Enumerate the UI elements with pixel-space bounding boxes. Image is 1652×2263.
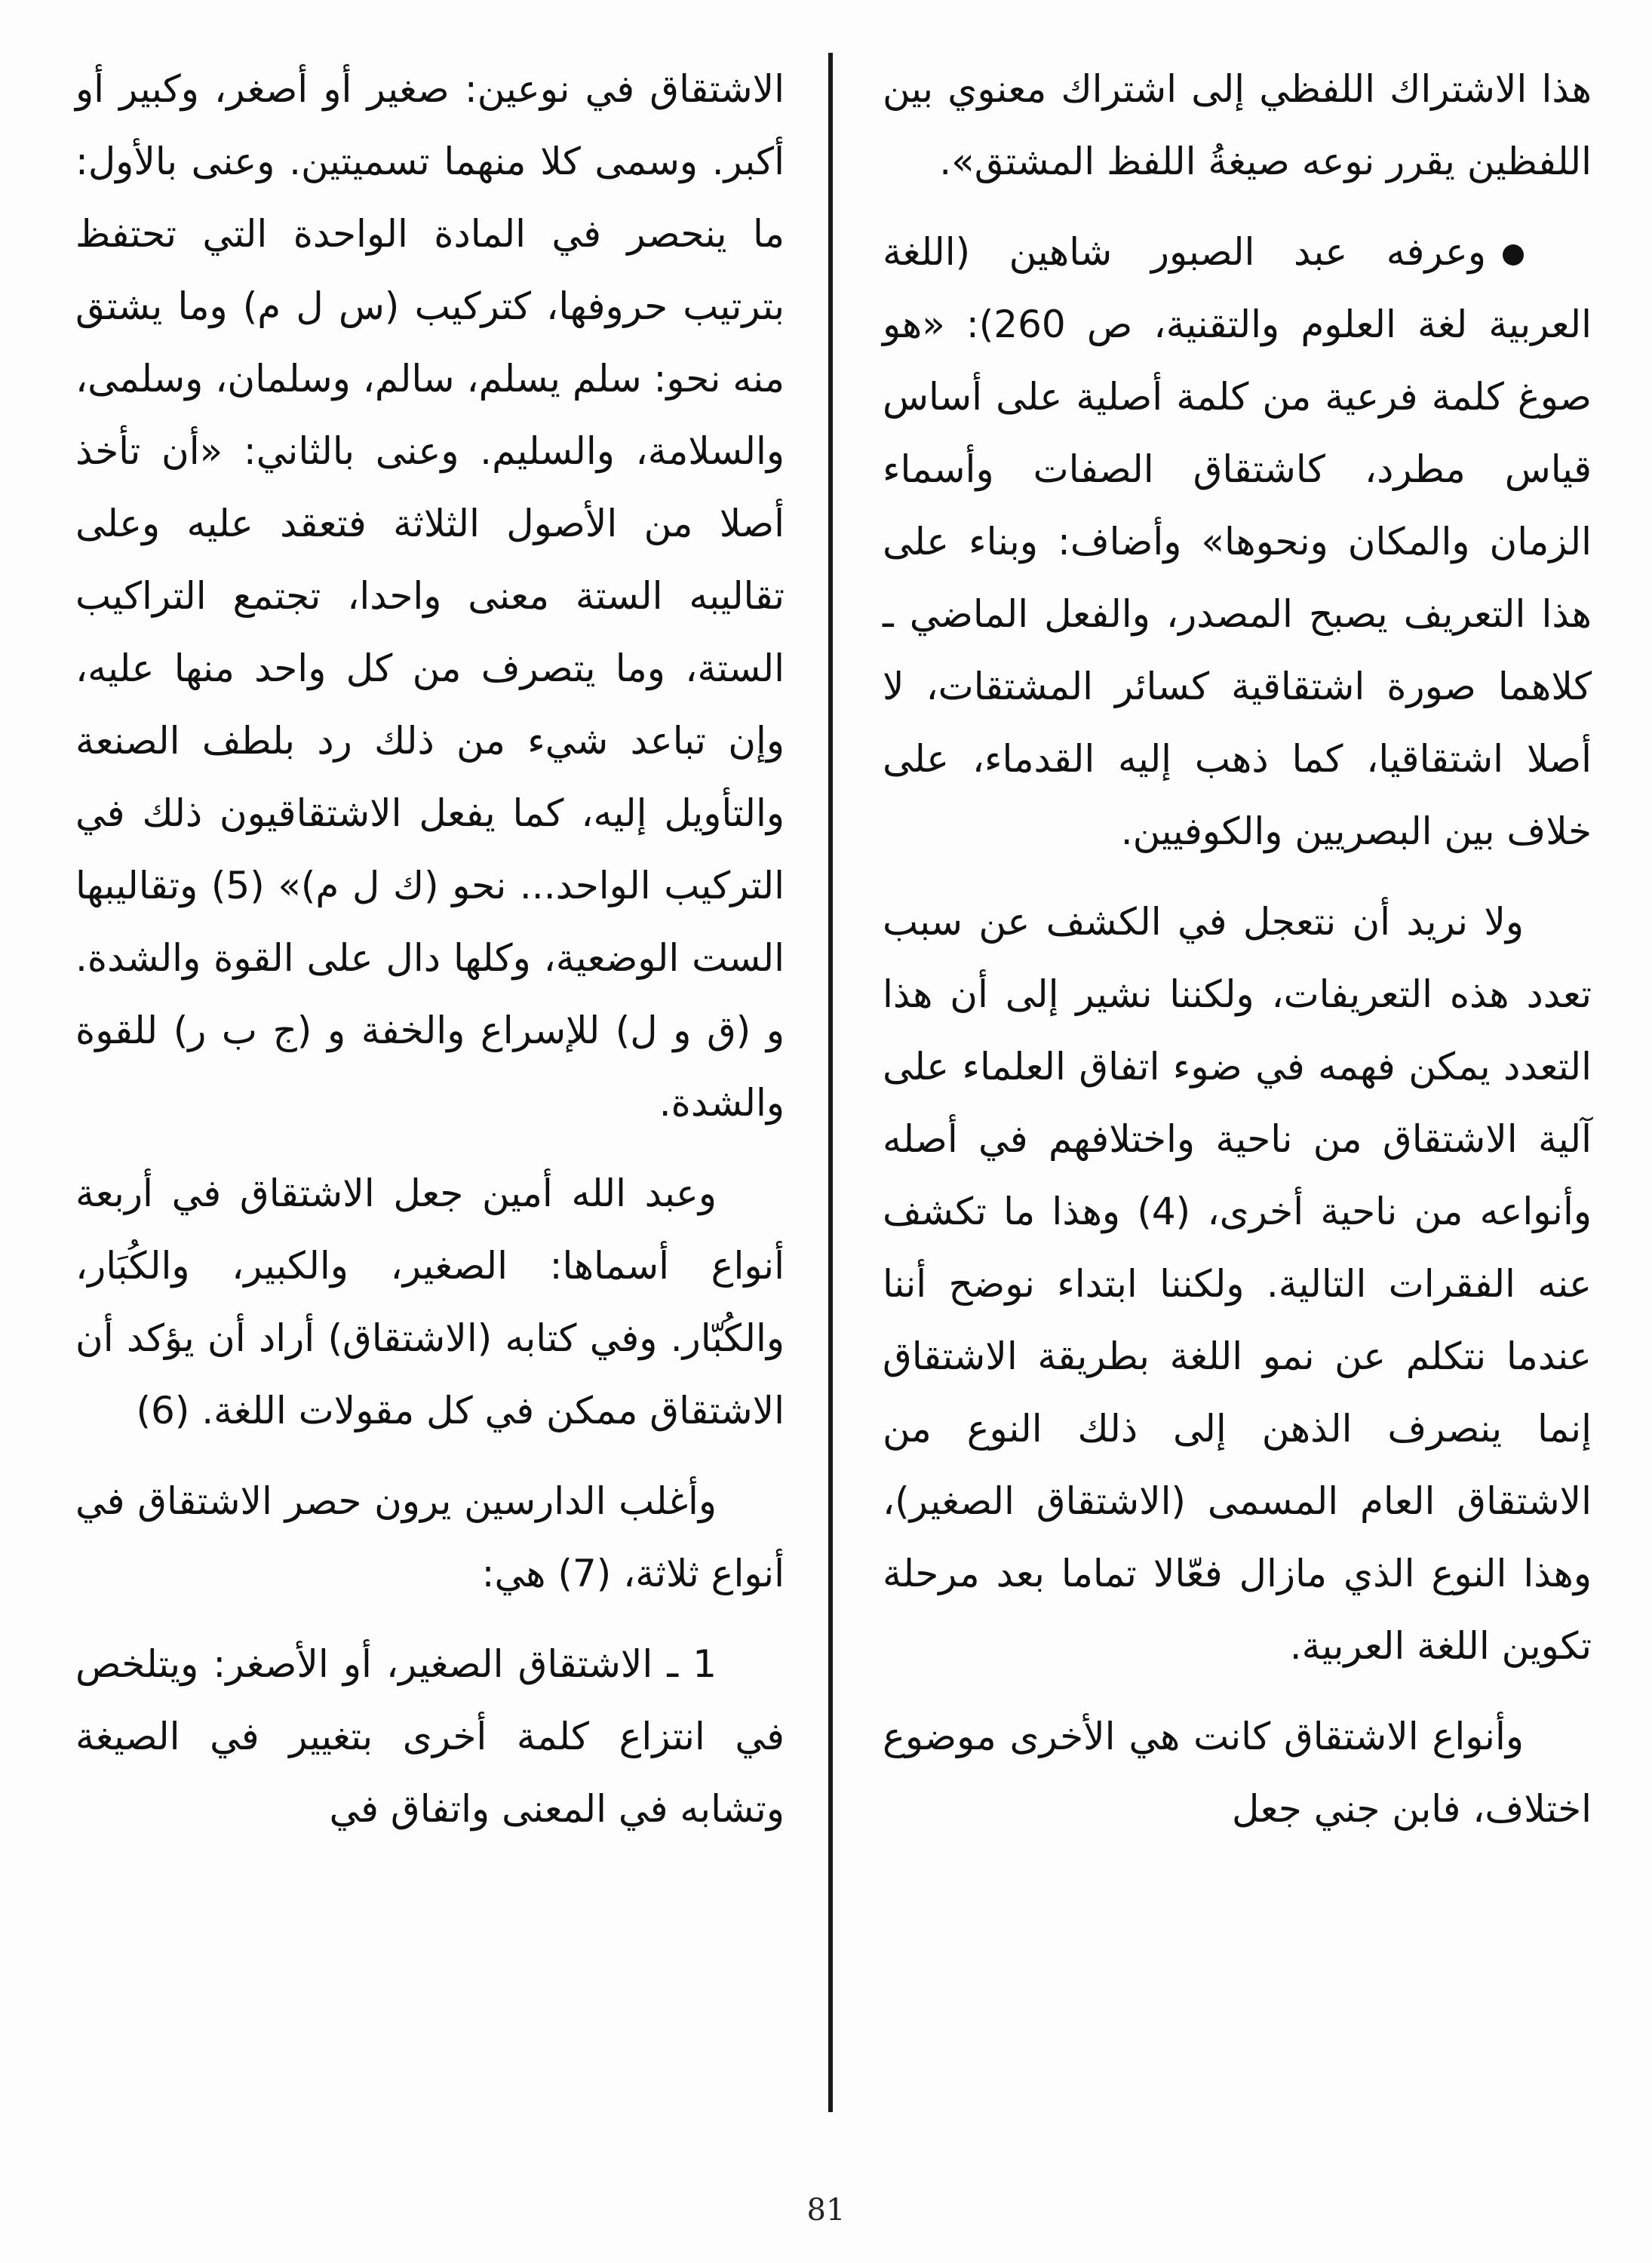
paragraph: ولا نريد أن نتعجل في الكشف عن سبب تعدد هذه التعريفات، ولكننا نشير إلى أن هذا التعدد يمكن فهمه في ضوء اتفاق العلماء على آلية الاشتقاق من ناحية واختلافهم في أصله وأنواعه من ناحية أخرى، (4) وهذا ما تكشف عنه الفقرات التالية. ولكننا ابتداء نوضح أننا عندما نتكلم عن نمو اللغة بطريقة الاشتقاق إنما ينصرف الذهن إلى ذلك النوع من الاشتقاق العام المسمى (الاشتقاق الصغير)، وهذا النوع الذي مازال فعّالا تماما بعد مرحلة تكوين اللغة العربية. (883, 900, 1592, 1668)
bullet-icon (1503, 244, 1524, 266)
right-text-column (883, 53, 1592, 1863)
paragraph: الاشتقاق في نوعين: صغير أو أصغر، وكبير أو أكبر. وسمى كلا منهما تسميتين. وعنى بالأول: ما ينحصر في المادة الواحدة التي تحتفظ بترتيب حروفها، كتركيب (س ل م) وما يشتق منه نحو: سلم يسلم، سالم، وسلمان، وسلمى، والسلامة، والسليم. وعنى بالثاني: «أن تأخذ أصلا من الأصول الثلاثة فتعقد عليه وعلى تقاليبه الستة معنى واحدا، تجتمع التراكيب الستة، وما يتصرف من كل واحد منها عليه، وإن تباعد شيء من ذلك رد بلطف الصنعة والتأويل إليه، كما يفعل الاشتقاقيون ذلك في التركيب الواحد... نحو (ك ل م)» (5) وتقاليبها الست الوضعية، وكلها دال على القوة والشدة. و (ق و ل) للإسراع والخفة و (ج ب ر) للقوة والشدة. (75, 67, 785, 1125)
left-text-column (75, 53, 785, 1863)
page-number: 81 (806, 2193, 846, 2228)
paragraph: وأنواع الاشتقاق كانت هي الأخرى موضوع اختلاف، فابن جني جعل (883, 1715, 1592, 1831)
paragraph: وعبد الله أمين جعل الاشتقاق في أربعة أنواع أسماها: الصغير، والكبير، والكُبَار، والكُبّار. وفي كتابه (الاشتقاق) أراد أن يؤكد أن الاشتقاق ممكن في كل مقولات اللغة. (6) (75, 1171, 785, 1432)
paragraph-text: وعرفه عبد الصبور شاهين (اللغة العربية لغة العلوم والتقنية، ص 260): «هو صوغ كلمة فرعية من كلمة أصلية على أساس قياس مطرد، كاشتقاق الصفات وأسماء الزمان والمكان ونحوها» وأضاف: وبناء على هذا التعريف يصبح المصدر، والفعل الماضي ـ كلاهما صورة اشتقاقية كسائر المشتقات، لا أصلا اشتقاقيا، كما ذهب إليه القدماء، على خلاف بين البصريين والكوفيين. (883, 230, 1592, 853)
paragraph: وأغلب الدارسين يرون حصر الاشتقاق في أنواع ثلاثة، (7) هي: (75, 1479, 785, 1595)
column-divider (828, 53, 833, 2112)
paragraph: هذا الاشتراك اللفظي إلى اشتراك معنوي بين اللفظين يقرر نوعه صيغةُ اللفظ المشتق». (883, 67, 1592, 183)
bullet-paragraph (883, 216, 1592, 867)
numbered-paragraph: 1 ـ الاشتقاق الصغير، أو الأصغر: ويتلخص في انتزاع كلمة أخرى بتغيير في الصيغة وتشابه في المعنى واتفاق في (75, 1642, 785, 1831)
